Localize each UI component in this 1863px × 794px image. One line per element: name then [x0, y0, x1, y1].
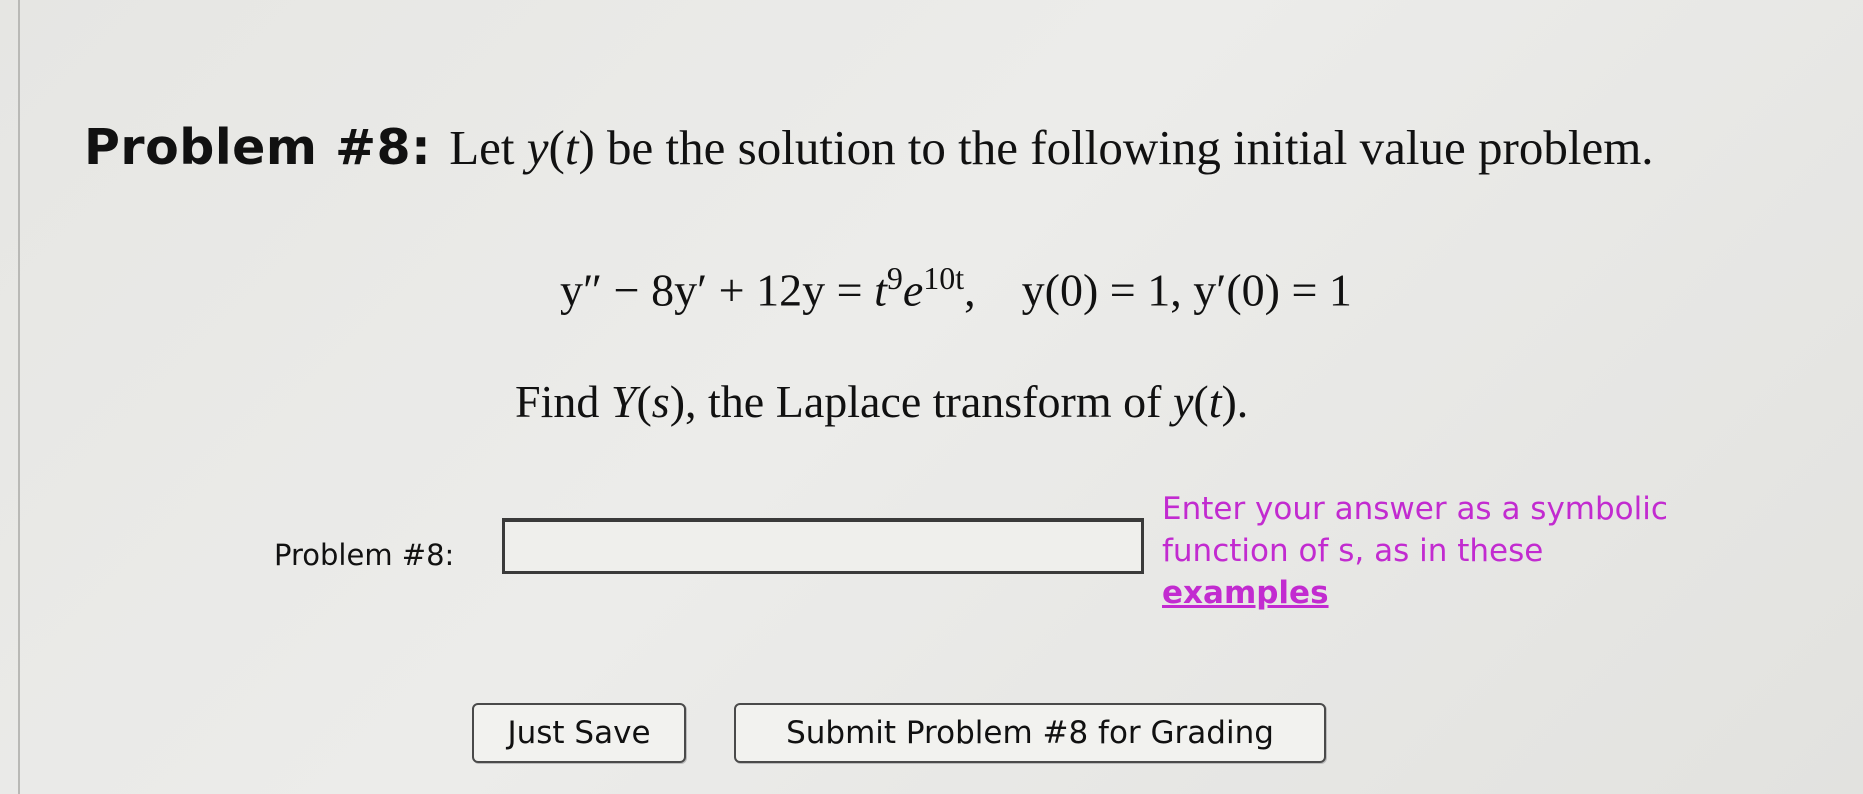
- initial-condition-2: y′(0) = 1: [1193, 264, 1352, 316]
- page-left-border: [18, 0, 20, 794]
- examples-link[interactable]: examples: [1162, 575, 1329, 611]
- answer-label: Problem #8:: [274, 538, 455, 572]
- just-save-button[interactable]: Just Save: [472, 703, 686, 763]
- problem-title: Problem #8:: [84, 119, 432, 176]
- problem-statement: [84, 118, 1654, 178]
- problem-intro: Let y(t) be the solution to the following initial value problem.: [449, 120, 1654, 175]
- submit-for-grading-button[interactable]: Submit Problem #8 for Grading: [734, 703, 1326, 763]
- answer-hint: Enter your answer as a symbolic function of s, as in these examples: [1162, 491, 1668, 611]
- initial-condition-1: y(0) = 1,: [1021, 264, 1182, 316]
- answer-input[interactable]: [502, 518, 1144, 574]
- differential-equation: $y'' - 8y' + 12y = t^9e^{10t}$, y(0) = 1, y′(0) = 1: [560, 260, 1352, 316]
- task-statement: Find Y(s), the Laplace transform of y(t).: [515, 376, 1249, 427]
